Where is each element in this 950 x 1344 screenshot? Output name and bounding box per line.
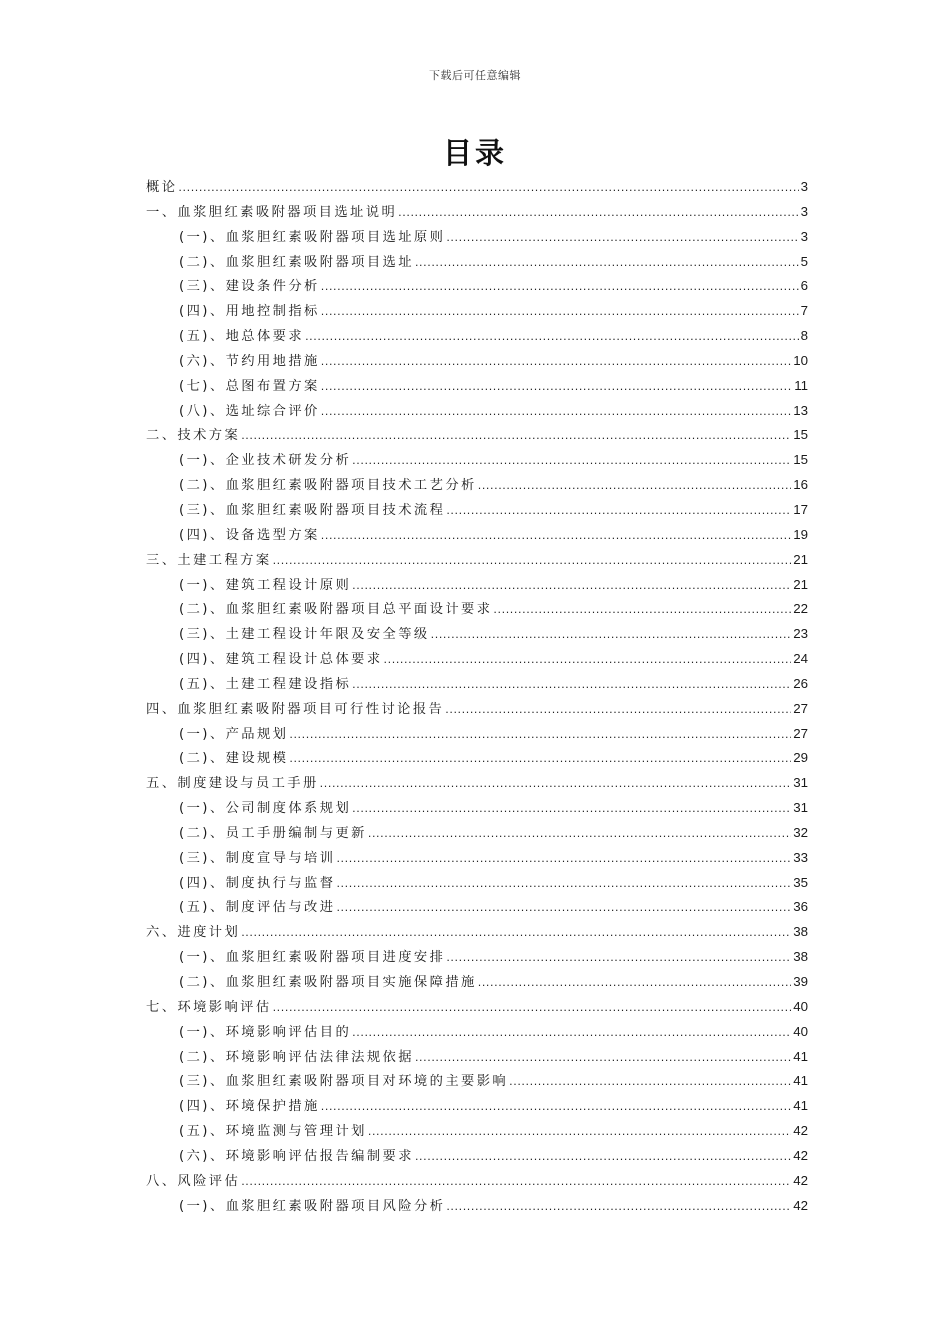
toc-entry[interactable] [146, 349, 808, 374]
toc-entry-label: (四)、建筑工程设计总体要求 [179, 652, 383, 668]
toc-entry[interactable] [146, 871, 808, 896]
dot-leader [321, 375, 792, 400]
toc-entry-label: 四、血浆胆红素吸附器项目可行性讨论报告 [146, 701, 445, 717]
toc-entry-label: (一)、企业技术研发分析 [179, 453, 352, 469]
toc-entry[interactable] [146, 423, 808, 448]
toc-entry[interactable] [146, 622, 808, 647]
toc-entry[interactable] [146, 1045, 808, 1070]
toc-entry-page-number: 29 [793, 750, 808, 766]
toc-entry-label: 三、土建工程方案 [146, 552, 272, 568]
toc-entry[interactable] [146, 1020, 808, 1045]
toc-entry[interactable] [146, 895, 808, 920]
toc-entry[interactable] [146, 995, 808, 1020]
toc-entry-label: (四)、环境保护措施 [179, 1099, 320, 1115]
toc-entry-label: 二、技术方案 [146, 428, 241, 444]
toc-entry-label: 五、制度建设与员工手册 [146, 776, 319, 792]
dot-leader [241, 921, 791, 946]
toc-entry-page-number: 24 [793, 651, 808, 667]
dot-leader [273, 996, 792, 1021]
toc-entry-page-number: 40 [793, 998, 808, 1014]
toc-entry[interactable] [146, 573, 808, 598]
dot-leader [352, 1021, 791, 1046]
toc-entry[interactable] [146, 1169, 808, 1194]
dot-leader [241, 424, 791, 449]
toc-entry[interactable] [146, 970, 808, 995]
toc-entry-page-number: 3 [800, 228, 808, 244]
dot-leader [336, 896, 791, 921]
toc-entry-label: (一)、环境影响评估目的 [179, 1024, 352, 1040]
toc-entry-label: (五)、制度评估与改进 [179, 900, 336, 916]
toc-entry-page-number: 42 [793, 1197, 808, 1213]
toc-entry-page-number: 8 [800, 328, 808, 344]
dot-leader [321, 300, 799, 325]
dot-leader [352, 673, 791, 698]
toc-entry-page-number: 17 [793, 501, 808, 517]
toc-entry-label: (五)、土建工程建设指标 [179, 676, 352, 692]
toc-entry-label: (三)、制度宣导与培训 [179, 850, 336, 866]
toc-entry-page-number: 38 [793, 949, 808, 965]
toc-entry-page-number: 41 [793, 1073, 808, 1089]
toc-entry-page-number: 36 [793, 899, 808, 915]
toc-entry[interactable] [146, 796, 808, 821]
toc-entry-page-number: 23 [793, 626, 808, 642]
toc-entry-page-number: 27 [793, 700, 808, 716]
toc-entry-page-number: 7 [800, 303, 808, 319]
dot-leader [446, 499, 791, 524]
toc-entry-label: (一)、产品规划 [179, 726, 289, 742]
dot-leader [321, 275, 799, 300]
dot-leader [336, 872, 791, 897]
toc-entry-page-number: 31 [793, 800, 808, 816]
toc-entry-label: (二)、环境影响评估法律法规依据 [179, 1049, 414, 1065]
toc-entry[interactable] [146, 821, 808, 846]
toc-entry-label: (二)、血浆胆红素吸附器项目总平面设计要求 [179, 602, 493, 618]
toc-entry-page-number: 41 [793, 1048, 808, 1064]
toc-entry-page-number: 13 [793, 402, 808, 418]
toc-entry-label: (一)、血浆胆红素吸附器项目选址原则 [179, 229, 446, 245]
dot-leader [289, 747, 791, 772]
toc-entry-page-number: 15 [793, 427, 808, 443]
toc-entry[interactable] [146, 1069, 808, 1094]
dot-leader [478, 971, 791, 996]
dot-leader [398, 201, 798, 226]
toc-entry[interactable] [146, 548, 808, 573]
toc-entry-page-number: 3 [800, 179, 808, 194]
dot-leader [273, 549, 792, 574]
dot-leader [352, 797, 791, 822]
toc-entry[interactable] [146, 1119, 808, 1144]
dot-leader [509, 1070, 791, 1095]
dot-leader [289, 723, 791, 748]
toc-entry-page-number: 26 [793, 675, 808, 691]
toc-entry-page-number: 10 [793, 352, 808, 368]
toc-entry[interactable] [146, 175, 808, 200]
toc-entry-label: 概论 [146, 180, 178, 195]
dot-leader [321, 350, 791, 375]
toc-entry-page-number: 27 [793, 725, 808, 741]
toc-entry[interactable] [146, 1144, 808, 1169]
toc-entry-label: (一)、建筑工程设计原则 [179, 577, 352, 593]
toc-entry-page-number: 19 [793, 526, 808, 542]
toc-entry-label: 一、血浆胆红素吸附器项目选址说明 [146, 204, 398, 220]
toc-entry-page-number: 15 [793, 452, 808, 468]
toc-entry-label: (五)、环境监测与管理计划 [179, 1124, 367, 1140]
toc-entry-label: (二)、员工手册编制与更新 [179, 825, 367, 841]
toc-entry[interactable] [146, 399, 808, 424]
toc-entry-page-number: 42 [793, 1147, 808, 1163]
toc-entry-label: (五)、地总体要求 [179, 329, 305, 345]
dot-leader [241, 1170, 791, 1195]
toc-entry[interactable] [146, 473, 808, 498]
toc-entry-label: 七、环境影响评估 [146, 999, 272, 1015]
dot-leader [368, 1120, 791, 1145]
toc-entry[interactable] [146, 374, 808, 399]
dot-leader [415, 1145, 791, 1170]
toc-entry[interactable] [146, 771, 808, 796]
toc-entry-page-number: 6 [800, 278, 808, 294]
dot-leader [336, 847, 791, 872]
toc-entry-label: (四)、设备选型方案 [179, 527, 320, 543]
toc-entry[interactable] [146, 846, 808, 871]
toc-entry[interactable] [146, 697, 808, 722]
dot-leader [384, 648, 792, 673]
toc-entry-page-number: 16 [793, 477, 808, 493]
toc-entry-label: (三)、土建工程设计年限及安全等级 [179, 627, 430, 643]
toc-entry-page-number: 11 [794, 377, 808, 393]
toc-entry-page-number: 41 [793, 1098, 808, 1114]
dot-leader [352, 449, 791, 474]
toc-entry[interactable] [146, 945, 808, 970]
toc-entry-page-number: 39 [793, 974, 808, 989]
toc-entry-page-number: 42 [793, 1172, 808, 1188]
toc-entry[interactable] [146, 597, 808, 622]
toc-entry-page-number: 21 [793, 551, 808, 567]
toc-entry-page-number: 5 [800, 253, 808, 269]
dot-leader [352, 574, 791, 599]
toc-entry[interactable] [146, 746, 808, 771]
toc-entry-label: (三)、血浆胆红素吸附器项目技术流程 [179, 502, 446, 518]
dot-leader [368, 822, 791, 847]
toc-entry-page-number: 40 [793, 1023, 808, 1039]
toc-entry[interactable] [146, 1094, 808, 1119]
toc-entry[interactable] [146, 299, 808, 324]
dot-leader [178, 176, 798, 201]
toc-entry[interactable] [146, 274, 808, 299]
toc-entry[interactable] [146, 225, 808, 250]
toc-entry-page-number: 42 [793, 1123, 808, 1139]
toc-entry[interactable] [146, 324, 808, 349]
toc-entry-label: 六、进度计划 [146, 925, 241, 941]
toc-entry-page-number: 32 [793, 824, 808, 840]
table-of-contents [146, 175, 808, 1218]
toc-entry[interactable] [146, 920, 808, 945]
dot-leader [478, 474, 791, 499]
toc-entry-page-number: 3 [800, 203, 808, 219]
dot-leader [415, 1046, 791, 1071]
toc-entry-label: (三)、建设条件分析 [179, 279, 320, 295]
toc-entry[interactable] [146, 523, 808, 548]
toc-entry-label: (二)、建设规模 [179, 751, 289, 767]
toc-entry-label: (一)、血浆胆红素吸附器项目风险分析 [179, 1198, 446, 1214]
toc-entry[interactable] [146, 200, 808, 225]
toc-entry-label: (四)、用地控制指标 [179, 304, 320, 320]
toc-entry-page-number: 38 [793, 924, 808, 940]
dot-leader [446, 1195, 791, 1220]
dot-leader [493, 598, 791, 623]
toc-entry-page-number: 22 [793, 601, 808, 617]
toc-entry[interactable] [146, 672, 808, 697]
toc-entry[interactable] [146, 498, 808, 523]
dot-leader [321, 1095, 791, 1120]
toc-title: 目录 [442, 136, 507, 170]
dot-leader [415, 251, 799, 276]
toc-entry-label: (二)、血浆胆红素吸附器项目选址 [179, 254, 414, 270]
toc-entry[interactable] [146, 250, 808, 275]
toc-entry-page-number: 21 [793, 576, 808, 592]
dot-leader [320, 772, 792, 797]
toc-entry-label: (一)、血浆胆红素吸附器项目进度安排 [179, 950, 446, 966]
dot-leader [446, 946, 791, 971]
toc-entry-label: (八)、选址综合评价 [179, 403, 320, 419]
dot-leader [446, 226, 798, 251]
dot-leader [431, 623, 792, 648]
toc-entry-label: (七)、总图布置方案 [179, 378, 320, 394]
toc-entry-label: (二)、血浆胆红素吸附器项目实施保障措施 [179, 975, 477, 990]
toc-entry[interactable] [146, 647, 808, 672]
dot-leader [445, 698, 791, 723]
toc-entry-page-number: 31 [793, 775, 808, 791]
toc-entry-label: (二)、血浆胆红素吸附器项目技术工艺分析 [179, 478, 477, 494]
toc-entry-label: 八、风险评估 [146, 1173, 241, 1189]
dot-leader [321, 400, 791, 425]
toc-entry[interactable] [146, 722, 808, 747]
toc-entry-label: (六)、节约用地措施 [179, 353, 320, 369]
dot-leader [305, 325, 799, 350]
toc-entry-page-number: 35 [793, 874, 808, 890]
header-note: 下载后可任意编辑 [429, 69, 521, 82]
toc-entry-label: (一)、公司制度体系规划 [179, 801, 352, 817]
toc-entry[interactable] [146, 448, 808, 473]
dot-leader [321, 524, 791, 549]
toc-entry[interactable] [146, 1194, 808, 1219]
toc-entry-label: (六)、环境影响评估报告编制要求 [179, 1148, 414, 1164]
toc-entry-label: (四)、制度执行与监督 [179, 875, 336, 891]
toc-entry-page-number: 33 [793, 849, 808, 865]
toc-entry-label: (三)、血浆胆红素吸附器项目对环境的主要影响 [179, 1074, 509, 1090]
